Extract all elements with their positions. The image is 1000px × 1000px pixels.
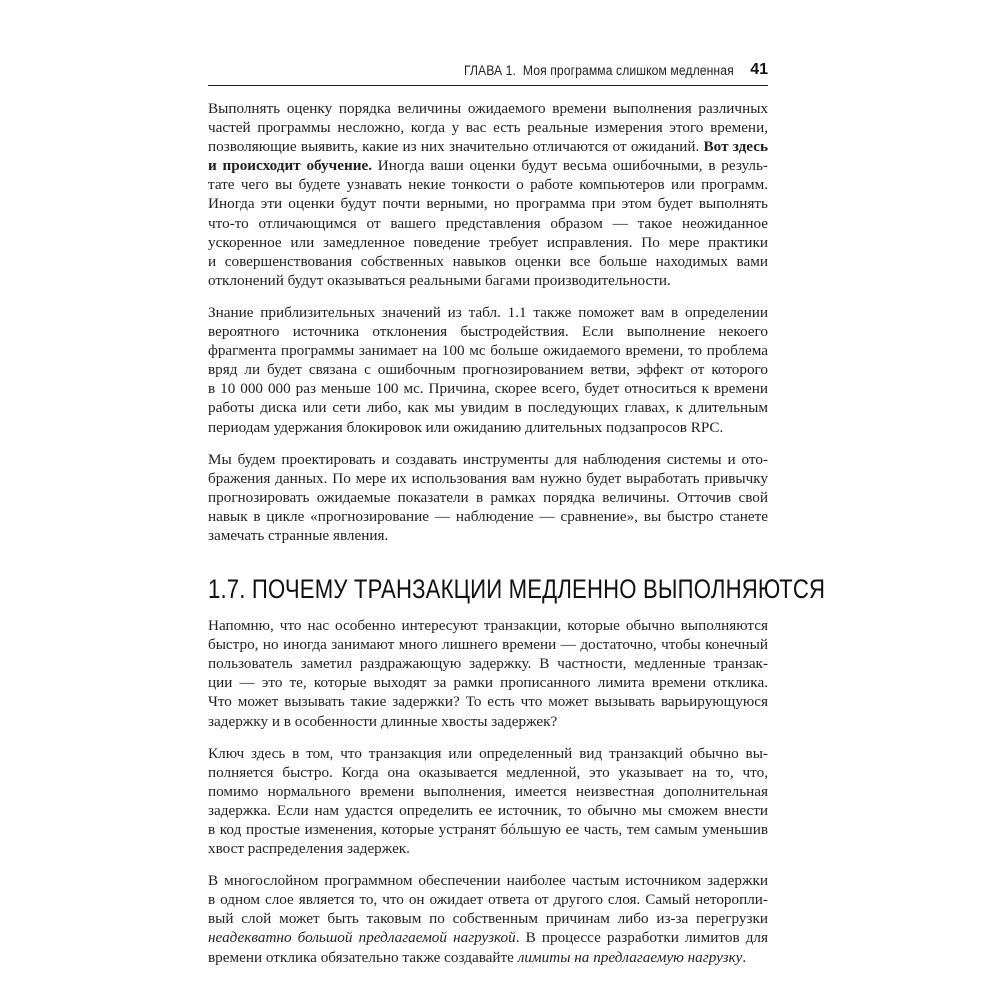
text-line: ускоренное или замедленное поведение требует исправления. По мере практики xyxy=(208,233,768,251)
text-line: отклонений будут оказываться реальными багами производительности. xyxy=(208,271,671,289)
bold-text: и происходит обучение. xyxy=(208,157,372,175)
text-run: . В процессе разработки лимитов для xyxy=(515,929,769,947)
text-line: Выполнять оценку порядка величины ожидаемого времени выполнения различных xyxy=(208,100,768,117)
text-line: что-то отличающимся от вашего представления образом — такое неожиданное xyxy=(208,214,768,232)
text-line: ции — это те, которые выходят за рамки прописанного лимита времени отклика. xyxy=(208,674,768,692)
text-line: помимо нормального времени выполнения, имеется неизвестная дополнительная xyxy=(208,782,768,800)
paragraph-2 xyxy=(208,303,768,437)
text-run: Иногда ваши оценки будут весьма ошибочными, в резуль- xyxy=(372,157,768,175)
text-line: Ключ здесь в том, что транзакция или определенный вид транзакций обычно вы- xyxy=(208,744,768,762)
text-line: хвост распределения задержек. xyxy=(208,840,410,858)
italic-text: лимиты на предлагаемую нагрузку xyxy=(517,948,743,966)
text-run: позволяющие выявить, какие из них значительно отличаются от ожиданий. xyxy=(208,138,704,156)
text-run: . xyxy=(742,948,747,966)
page-number: 41 xyxy=(750,61,768,78)
paragraph-6 xyxy=(208,871,768,966)
chapter-title: Моя программа слишком медленная xyxy=(523,62,735,78)
text-line: Иногда эти оценки будут почти верными, но программа при этом будет выполнять xyxy=(208,195,768,213)
text-line xyxy=(208,928,768,947)
text-line xyxy=(208,156,768,175)
text-line: Напомню, что нас особенно интересуют транзакции, которые обычно выполняются xyxy=(208,617,768,635)
paragraph-4 xyxy=(208,616,768,731)
text-line: частей программы несложно, когда у вас есть реальные измерения этого времени, xyxy=(208,119,768,137)
text-run: времени отклика обязательно также создавайте xyxy=(208,948,518,966)
chapter-header xyxy=(464,63,734,78)
text-line: пользователь заметил раздражающую задержку. В частности, медленные транзак- xyxy=(208,655,768,673)
text-line: задержку и в особенности длинные хвосты задержек? xyxy=(208,712,558,730)
page-body xyxy=(208,99,826,980)
text-line: тате чего вы будете узнавать некие тонкости о работе компьютеров или программ. xyxy=(208,176,768,194)
text-line: и совершенствования собственных навыков оценки все больше находимых вами xyxy=(208,252,768,270)
text-line: периодам удержания блокировок или ожиданию длительных подзапросов RPC. xyxy=(208,418,724,436)
bold-text: Вот здесь xyxy=(703,138,768,156)
running-header xyxy=(208,58,768,82)
text-line: бражения данных. По мере их использования вам нужно будет выработать привычку xyxy=(208,469,768,487)
text-line: Знание приблизительных значений из табл. 1.1 также поможет вам в определении xyxy=(208,303,768,321)
text-line: Что может вызывать такие задержки? То есть что может вызывать варьирующуюся xyxy=(208,693,768,711)
text-line: Мы будем проектировать и создавать инструменты для наблюдения системы и ото- xyxy=(208,450,768,468)
paragraph-1 xyxy=(208,99,768,290)
header-rule xyxy=(208,85,768,86)
text-line: задержка. Если нам удастся определить ее источник, то обычно мы сможем внести xyxy=(208,801,768,819)
text-line: замечать странные явления. xyxy=(208,526,389,544)
text-line: полняется быстро. Когда она оказывается медленной, это указывает на то, что, xyxy=(208,763,768,781)
text-line: в код простые изменения, которые устранят бóльшую ее часть, тем самым уменьшив xyxy=(208,821,768,838)
text-line xyxy=(208,137,768,156)
text-line xyxy=(208,948,768,967)
text-line: вый слой может быть таковым по собственным причинам либо из-за перегрузки xyxy=(208,910,768,928)
text-line: прогнозировать ожидаемые показатели в рамках порядка величины. Отточив свой xyxy=(208,488,768,506)
text-line: вероятного источника отклонения быстродействия. Если выполнение некоего xyxy=(208,323,768,341)
paragraph-5 xyxy=(208,744,768,859)
section-heading: 1.7. ПОЧЕМУ ТРАНЗАКЦИИ МЕДЛЕННО ВЫПОЛНЯЮТСЯ xyxy=(208,574,826,605)
text-line: работы диска или сети либо, как мы увидим в последующих главах, к длительным xyxy=(208,399,768,417)
text-line: навык в цикле «прогнозирование — наблюдение — сравнение», вы быстро станете xyxy=(208,507,768,525)
text-line: В многослойном программном обеспечении наиболее частым источником задержки xyxy=(208,872,768,890)
text-line: в одном слое является то, что он ожидает ответа от другого слоя. Самый неторопли- xyxy=(208,891,768,909)
text-line: вряд ли будет связана с ошибочным прогнозированием ветви, эффект от которого xyxy=(208,361,768,379)
chapter-label: ГЛАВА 1. xyxy=(464,62,517,78)
italic-text: неадекватно большой предлагаемой нагрузкой xyxy=(208,929,516,947)
text-line: в 10 000 000 раз меньше 100 мс. Причина, скорее всего, будет относиться к времени xyxy=(208,380,768,398)
text-line: быстро, но иногда занимают много лишнего времени — достаточно, чтобы конечный xyxy=(208,636,768,654)
text-line: фрагмента программы занимает на 100 мс больше ожидаемого времени, то проблема xyxy=(208,342,768,360)
paragraph-3 xyxy=(208,450,768,545)
